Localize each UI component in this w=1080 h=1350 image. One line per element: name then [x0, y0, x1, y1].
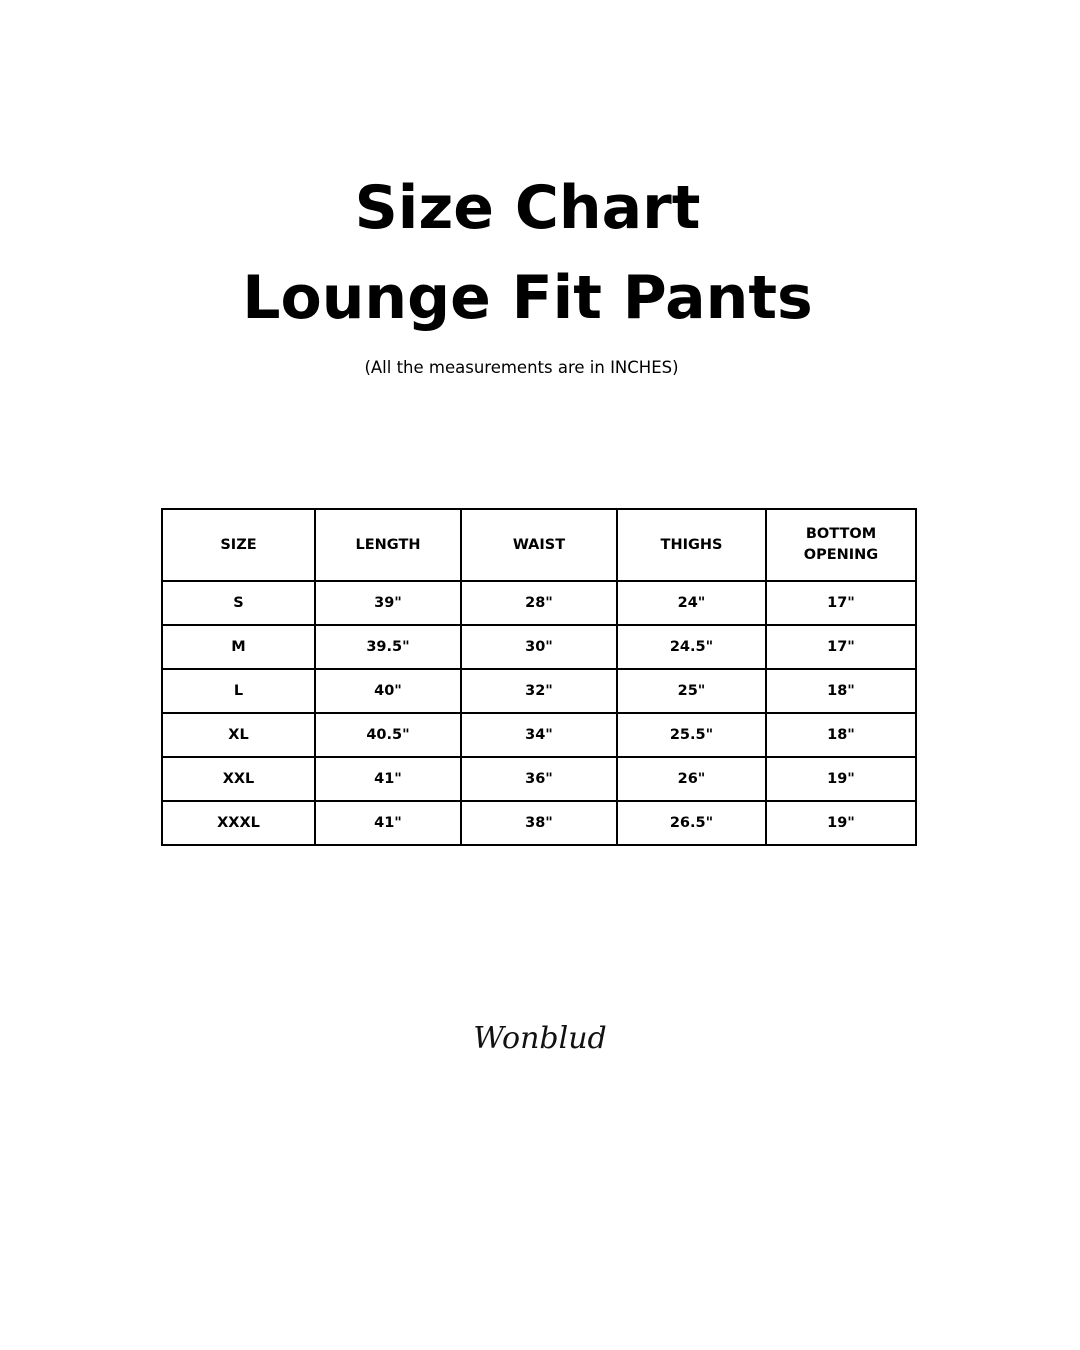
thighs-cell: 25" — [617, 669, 766, 713]
length-cell: 39" — [315, 581, 461, 625]
waist-cell: 32" — [461, 669, 617, 713]
thighs-cell: 24" — [617, 581, 766, 625]
bottom-opening-cell: 18" — [766, 713, 916, 757]
size-cell: XXXL — [162, 801, 315, 845]
table-row — [162, 757, 916, 801]
thighs-cell: 26.5" — [617, 801, 766, 845]
table-row — [162, 581, 916, 625]
size-cell: M — [162, 625, 315, 669]
table-row — [162, 669, 916, 713]
bottom-opening-cell: 17" — [766, 581, 916, 625]
bottom-opening-cell: 17" — [766, 625, 916, 669]
brand-logo — [430, 1014, 650, 1064]
length-cell: 41" — [315, 757, 461, 801]
waist-cell: 38" — [461, 801, 617, 845]
length-cell: 39.5" — [315, 625, 461, 669]
waist-cell: 36" — [461, 757, 617, 801]
header-bottom-opening: BOTTOM OPENING — [766, 509, 916, 581]
measurement-unit-note: (All the measurements are in INCHES) — [364, 358, 679, 377]
bottom-opening-cell: 19" — [766, 801, 916, 845]
thighs-cell: 24.5" — [617, 625, 766, 669]
page-title-line-1: Size Chart — [354, 173, 701, 243]
table-row — [162, 713, 916, 757]
thighs-cell: 25.5" — [617, 713, 766, 757]
page-title-line-2: Lounge Fit Pants — [242, 263, 813, 333]
waist-cell: 28" — [461, 581, 617, 625]
brand-wordmark: Wonblud — [473, 1021, 607, 1056]
size-cell: XL — [162, 713, 315, 757]
waist-cell: 30" — [461, 625, 617, 669]
waist-cell: 34" — [461, 713, 617, 757]
size-cell: L — [162, 669, 315, 713]
size-cell: XXL — [162, 757, 315, 801]
length-cell: 40.5" — [315, 713, 461, 757]
bottom-opening-cell: 18" — [766, 669, 916, 713]
table-row — [162, 625, 916, 669]
header-length: LENGTH — [315, 509, 461, 581]
header-thighs: THIGHS — [617, 509, 766, 581]
size-cell: S — [162, 581, 315, 625]
thighs-cell: 26" — [617, 757, 766, 801]
size-chart-table — [161, 508, 917, 846]
bottom-opening-cell: 19" — [766, 757, 916, 801]
length-cell: 41" — [315, 801, 461, 845]
table-header-row — [162, 509, 916, 581]
length-cell: 40" — [315, 669, 461, 713]
table-row — [162, 801, 916, 845]
header-size: SIZE — [162, 509, 315, 581]
header-waist: WAIST — [461, 509, 617, 581]
